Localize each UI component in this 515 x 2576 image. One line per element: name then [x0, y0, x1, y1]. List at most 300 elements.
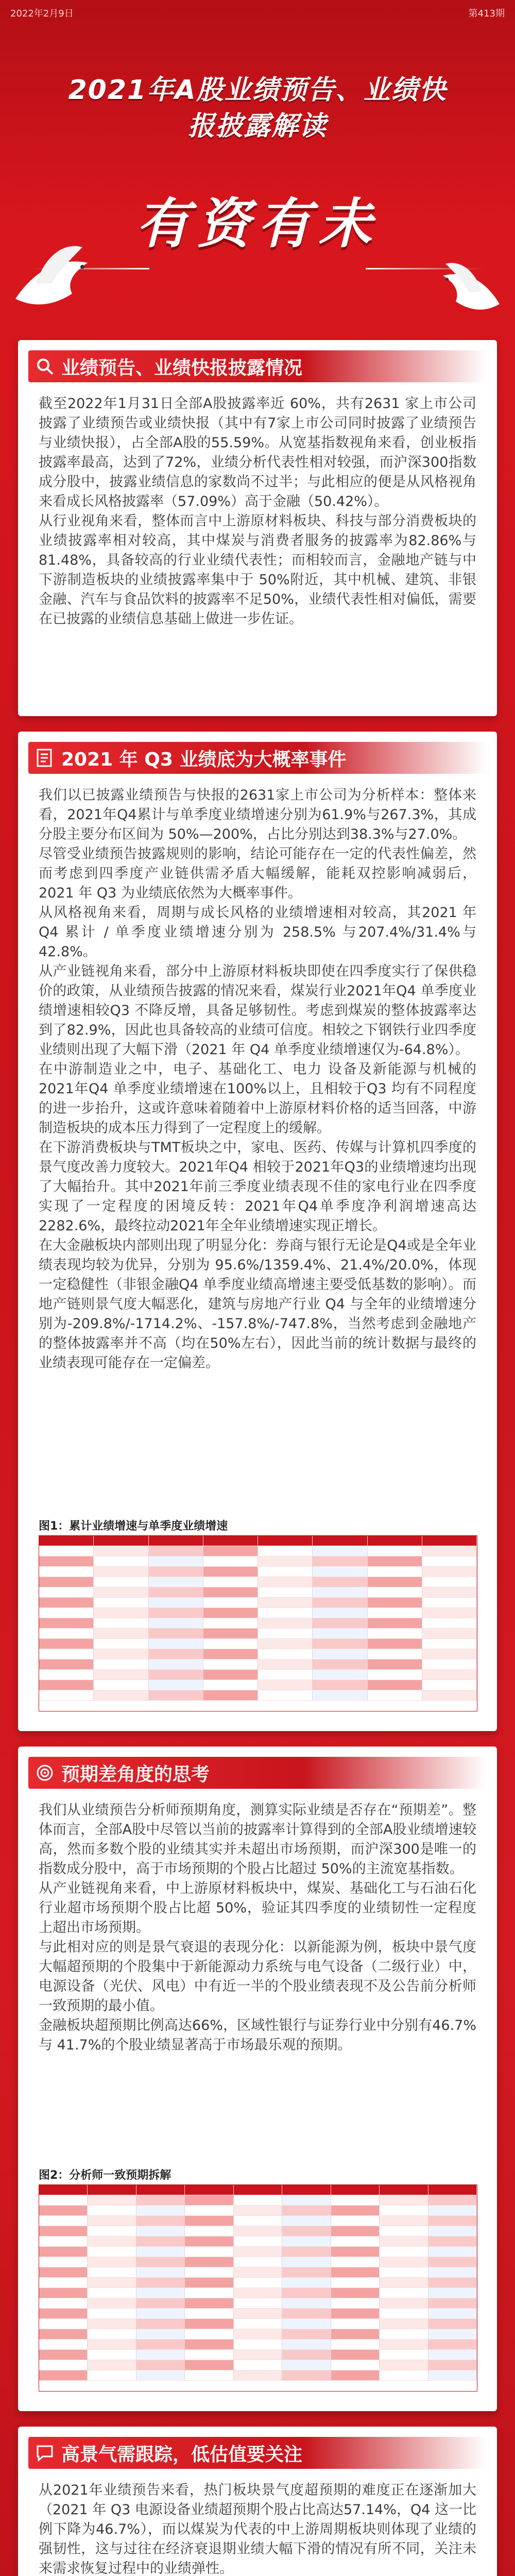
table-cell	[88, 2350, 136, 2360]
table-cell	[428, 2216, 477, 2226]
table-cell	[88, 2267, 136, 2278]
table-cell	[234, 2350, 282, 2360]
table-cell	[380, 2350, 428, 2360]
table-cell	[88, 2247, 136, 2257]
table-cell	[331, 2288, 380, 2298]
table-row	[39, 1639, 477, 1649]
table-cell	[368, 1608, 422, 1618]
table-row	[39, 2370, 477, 2381]
table-cell	[331, 2267, 380, 2278]
table-cell	[331, 2236, 380, 2247]
table-cell	[258, 1587, 313, 1598]
dove-left-icon	[5, 237, 108, 325]
paragraph: 与此相对应的则是景气衰退的表现分化：以新能源为例，板块中景气度大幅超预期的个股集中于新能源动力系统与电气设备（二级行业）中，电源设备（光伏、风电）中有近一半的个股业绩表现不及公告前分析师一致预期的最小值。	[39, 1939, 476, 2014]
table-cell	[88, 2216, 136, 2226]
table-cell	[428, 2257, 477, 2267]
table-cell	[39, 2267, 88, 2278]
table-cell	[368, 1618, 422, 1629]
table-cell	[136, 2309, 185, 2319]
table-cell	[428, 2340, 477, 2350]
table-cell	[282, 2206, 331, 2216]
table-cell	[136, 2236, 185, 2247]
table-cell	[203, 1629, 258, 1639]
table-cell	[368, 1546, 422, 1556]
table-cell	[94, 1659, 148, 1670]
table-cell	[282, 2319, 331, 2329]
table-cell	[368, 1649, 422, 1659]
table-row	[39, 2247, 477, 2257]
table-cell	[368, 1670, 422, 1680]
table-cell	[203, 1680, 258, 1690]
table-cell	[88, 2329, 136, 2340]
table-cell	[282, 2278, 331, 2288]
table-row	[39, 1670, 477, 1680]
table-cell	[422, 1556, 477, 1567]
table-cell	[185, 2216, 233, 2226]
table-cell	[39, 2370, 88, 2381]
table-cell	[39, 1608, 94, 1618]
table-cell	[258, 1629, 313, 1639]
table-cell	[149, 1670, 203, 1680]
table-cell	[282, 2267, 331, 2278]
table-cell	[331, 2226, 380, 2236]
table-cell	[422, 1608, 477, 1618]
table-cell	[428, 2247, 477, 2257]
table-cell	[282, 2216, 331, 2226]
table-cell	[185, 2206, 233, 2216]
table-cell	[185, 2288, 233, 2298]
table-row	[39, 2319, 477, 2329]
table-cell	[185, 2309, 233, 2319]
table-cell	[313, 1649, 367, 1659]
table-cell	[185, 2350, 233, 2360]
section-title: 高景气需跟踪，低估值要关注	[61, 2444, 303, 2465]
table-cell	[88, 2360, 136, 2370]
table-cell	[136, 2360, 185, 2370]
table-cell	[258, 1608, 313, 1618]
table-cell	[94, 1567, 148, 1577]
table-cell	[313, 1690, 367, 1701]
table-cell	[428, 2206, 477, 2216]
table-cell	[422, 1639, 477, 1649]
table-row	[39, 1618, 477, 1629]
table-cell	[94, 1598, 148, 1608]
table-row	[39, 2288, 477, 2298]
section-expectation-gap	[18, 1747, 497, 2411]
table-cell	[282, 2329, 331, 2340]
table-cell	[422, 1618, 477, 1629]
section-body	[39, 786, 476, 1373]
table-cell	[88, 2298, 136, 2309]
table-cell	[234, 2267, 282, 2278]
table-cell	[428, 2319, 477, 2329]
table-cell	[331, 2340, 380, 2350]
table-cell	[258, 1690, 313, 1701]
table-cell	[136, 2247, 185, 2257]
table-cell	[94, 1680, 148, 1690]
table-cell	[185, 2247, 233, 2257]
table-cell	[136, 2298, 185, 2309]
table-cell	[39, 2309, 88, 2319]
section-title: 预期差角度的思考	[61, 1764, 210, 1785]
table-cell	[39, 2360, 88, 2370]
table-cell	[313, 1556, 367, 1567]
table-cell	[149, 1567, 203, 1577]
table-cell	[380, 2267, 428, 2278]
table-cell	[39, 1556, 94, 1567]
table-cell	[39, 2278, 88, 2288]
section-header	[28, 1757, 487, 1789]
table-row	[39, 2350, 477, 2360]
figure-caption: 图1：累计业绩增速与单季度业绩增速	[39, 1520, 228, 1533]
table-cell	[422, 1629, 477, 1639]
table-cell	[368, 1556, 422, 1567]
table-row	[39, 1577, 477, 1587]
table-cell	[282, 2370, 331, 2381]
table-cell	[258, 1659, 313, 1670]
table-cell	[258, 1598, 313, 1608]
table-cell	[234, 2319, 282, 2329]
hero-title	[41, 72, 474, 144]
dove-right-icon	[427, 252, 510, 325]
table-cell	[282, 2309, 331, 2319]
hero-subtitle: 有资有未	[135, 192, 379, 255]
table-cell	[368, 1639, 422, 1649]
table-cell	[282, 2360, 331, 2370]
table-row	[39, 2360, 477, 2370]
section-body	[39, 2481, 476, 2576]
section-high-prosperity	[18, 2427, 497, 2576]
section-title: 2021 年 Q3 业绩底为大概率事件	[61, 749, 347, 770]
table-cell	[331, 2360, 380, 2370]
paragraph: 从风格视角来看，周期与成长风格的业绩增速相对较高，其2021 年 Q4 累计 / 单季度业绩增速分别为 258.5% 与207.4%/31.4%与42.8%。	[39, 905, 476, 960]
table-cell	[380, 2257, 428, 2267]
table-cell	[234, 2360, 282, 2370]
table-cell	[149, 1649, 203, 1659]
table-row	[39, 1546, 477, 1556]
table-cell	[331, 2309, 380, 2319]
table-cell	[39, 2247, 88, 2257]
table-header-row	[39, 2185, 477, 2195]
table-cell	[39, 1629, 94, 1639]
section-body	[39, 394, 476, 629]
table-cell	[203, 1567, 258, 1577]
table-cell	[428, 2309, 477, 2319]
table-cell	[428, 2360, 477, 2370]
paragraph: 我们从业绩预告分析师预期角度，测算实际业绩是否存在“预期差”。整体而言，全部A股中尽管以当前的披露率计算得到的全部A股业绩增速较高，然而多数个股的业绩其实并未超出市场预期，而沪深300是唯一的指数成分股中，高于市场预期的个股占比超过 50%的主流宽基指数。	[39, 1802, 476, 1877]
table-cell	[422, 1587, 477, 1598]
table-cell	[380, 2309, 428, 2319]
table-cell	[234, 2288, 282, 2298]
table-cell	[422, 1680, 477, 1690]
table-cell	[39, 1546, 94, 1556]
table-cell	[39, 2236, 88, 2247]
section-body	[39, 1801, 476, 2055]
table-cell	[368, 1567, 422, 1577]
table-cell	[136, 2350, 185, 2360]
table-cell	[368, 1629, 422, 1639]
paragraph: 在中游制造业之中，电子、基础化工、电力 设备及新能源与机械的2021年Q4 单季度业绩增速在100%以上，且相较于Q3 均有不同程度的进一步抬升，这或许意味着随着中上游原材料价格的适当回落，中游制造板块的成本压力得到了一定程度上的缓解。	[39, 1061, 476, 1136]
table-cell	[185, 2267, 233, 2278]
table-cell	[282, 2247, 331, 2257]
table-cell	[313, 1546, 367, 1556]
table-cell	[136, 2257, 185, 2267]
table-cell	[203, 1659, 258, 1670]
table-cell	[331, 2206, 380, 2216]
table-row	[39, 2309, 477, 2319]
table-row	[39, 2216, 477, 2226]
table-cell	[380, 2340, 428, 2350]
table-cell	[39, 2206, 88, 2216]
table-cell	[331, 2350, 380, 2360]
table-cell	[149, 1587, 203, 1598]
table-cell	[88, 2257, 136, 2267]
table-cell	[368, 1598, 422, 1608]
table-cell	[234, 2236, 282, 2247]
table-cell	[282, 2257, 331, 2267]
table-cell	[88, 2309, 136, 2319]
date-label: 2022年2月9日	[10, 8, 74, 19]
issue-label: 第413期	[468, 8, 505, 19]
table-cell	[136, 2278, 185, 2288]
table-cell	[88, 2206, 136, 2216]
table-cell	[380, 2216, 428, 2226]
table-cell	[380, 2206, 428, 2216]
table-cell	[39, 2257, 88, 2267]
table-cell	[136, 2216, 185, 2226]
table-cell	[39, 2288, 88, 2298]
chat-icon	[33, 2442, 56, 2464]
table-cell	[331, 2329, 380, 2340]
table-cell	[39, 2340, 88, 2350]
table-cell	[185, 2236, 233, 2247]
table-cell	[313, 1618, 367, 1629]
table-cell	[88, 2340, 136, 2350]
table-cell	[380, 2236, 428, 2247]
table-cell	[203, 1649, 258, 1659]
table-cell	[94, 1618, 148, 1629]
table-cell	[185, 2278, 233, 2288]
table-cell	[380, 2360, 428, 2370]
table-cell	[136, 2267, 185, 2278]
table-row	[39, 2267, 477, 2278]
table-cell	[39, 2350, 88, 2360]
table-cell	[185, 2298, 233, 2309]
table-row	[39, 2340, 477, 2350]
paragraph: 从产业链视角来看，部分中上游原材料板块即使在四季度实行了保供稳价的政策，从业绩预告披露的情况来看，煤炭行业2021年Q4 单季度业绩增速相较Q3 不降反增，具备足够韧性。考虑到煤炭的整体披露率达到了82.9%，因此也具备较高的业绩可信度。相较之下钢铁行业四季度业绩则出现了大幅下滑（2021 年 Q4 单季度业绩增速仅为-64.8%）。	[39, 963, 476, 1058]
table-cell	[422, 1577, 477, 1587]
table-cell	[88, 2370, 136, 2381]
table-row	[39, 1598, 477, 1608]
table-cell	[368, 1690, 422, 1701]
table-cell	[185, 2195, 233, 2206]
table-cell	[234, 2309, 282, 2319]
table-cell	[136, 2226, 185, 2236]
table-cell	[428, 2329, 477, 2340]
table-cell	[39, 1587, 94, 1598]
table-cell	[185, 2226, 233, 2236]
table-cell	[136, 2319, 185, 2329]
table-row	[39, 2195, 477, 2206]
paragraph: 从2021年业绩预告来看，热门板块景气度超预期的难度正在逐渐加大（2021 年 Q3 电源设备业绩超预期个股占比高达57.14%，Q4 这一比例下降为46.7%），而以煤炭为代表的中上游周期板块则体现了业绩的强韧性，这与过往在经济衰退期业绩大幅下滑的情况有所不同，关注未来需求恢复过程中的业绩弹性。	[39, 2482, 476, 2576]
table-cell	[94, 1690, 148, 1701]
table-cell	[39, 1639, 94, 1649]
table-cell	[428, 2350, 477, 2360]
target-icon	[33, 1761, 56, 1784]
table-cell	[331, 2216, 380, 2226]
table-cell	[428, 2298, 477, 2309]
table-cell	[203, 1577, 258, 1587]
table-cell	[88, 2319, 136, 2329]
section-disclosure	[18, 340, 497, 716]
table-cell	[149, 1639, 203, 1649]
table-cell	[149, 1629, 203, 1639]
table-cell	[203, 1670, 258, 1680]
paragraph: 尽管受业绩预告披露规则的影响，结论可能存在一定的代表性偏差，然而考虑到四季度产业链供需矛盾大幅缓解，能耗双控影响减弱后，2021 年 Q3 为业绩底依然为大概率事件。	[39, 846, 476, 901]
search-icon	[33, 355, 56, 378]
section-header	[28, 350, 487, 382]
table-row	[39, 2298, 477, 2309]
table-cell	[380, 2226, 428, 2236]
table-cell	[422, 1690, 477, 1701]
table-cell	[313, 1659, 367, 1670]
table-cell	[94, 1556, 148, 1567]
table-cell	[234, 2216, 282, 2226]
table-row	[39, 1608, 477, 1618]
table-cell	[331, 2195, 380, 2206]
table-cell	[94, 1608, 148, 1618]
table-cell	[313, 1598, 367, 1608]
table-cell	[282, 2350, 331, 2360]
table-cell	[282, 2288, 331, 2298]
table-cell	[313, 1670, 367, 1680]
paragraph: 在下游消费板块与TMT板块之中，家电、医药、传媒与计算机四季度的景气度改善力度较大。2021年Q4 相较于2021年Q3的业绩增速均出现了大幅抬升。其中2021年前三季度业绩表现不佳的家电行业在四季度实现了一定程度的困境反转：2021年Q4单季度净利润增速高达2282.6%，最终拉动2021年全年业绩增速实现正增长。	[39, 1140, 476, 1234]
table-cell	[149, 1680, 203, 1690]
table-cell	[313, 1608, 367, 1618]
top-bar	[10, 5, 505, 21]
table-cell	[313, 1680, 367, 1690]
table-cell	[136, 2195, 185, 2206]
table-cell	[94, 1639, 148, 1649]
table-cell	[88, 2288, 136, 2298]
table-cell	[234, 2206, 282, 2216]
table-cell	[136, 2370, 185, 2381]
table-cell	[185, 2319, 233, 2329]
table-cell	[203, 1587, 258, 1598]
table-cell	[380, 2288, 428, 2298]
table-row	[39, 2206, 477, 2216]
table-cell	[380, 2370, 428, 2381]
table-cell	[39, 2298, 88, 2309]
table-cell	[368, 1680, 422, 1690]
table-cell	[149, 1659, 203, 1670]
table-cell	[136, 2329, 185, 2340]
table-cell	[203, 1556, 258, 1567]
table-cell	[331, 2298, 380, 2309]
table-cell	[39, 1577, 94, 1587]
table-cell	[39, 2319, 88, 2329]
table-cell	[149, 1608, 203, 1618]
table-cell	[428, 2288, 477, 2298]
table-cell	[282, 2195, 331, 2206]
section-header	[28, 2437, 487, 2469]
table-cell	[94, 1649, 148, 1659]
table-cell	[234, 2329, 282, 2340]
table-cell	[258, 1618, 313, 1629]
table-cell	[203, 1618, 258, 1629]
table-row	[39, 1690, 477, 1701]
table-cell	[368, 1659, 422, 1670]
table-row	[39, 2278, 477, 2288]
table-cell	[39, 2226, 88, 2236]
table-cell	[39, 1659, 94, 1670]
table-cell	[258, 1546, 313, 1556]
table-cell	[94, 1629, 148, 1639]
table-cell	[368, 1587, 422, 1598]
table-row	[39, 1680, 477, 1690]
table-row	[39, 2236, 477, 2247]
table-cell	[234, 2340, 282, 2350]
table-row	[39, 2329, 477, 2340]
table-cell	[39, 2329, 88, 2340]
table-cell	[258, 1577, 313, 1587]
table-cell	[331, 2278, 380, 2288]
table-cell	[282, 2340, 331, 2350]
table-cell	[313, 1577, 367, 1587]
figure-caption: 图2：分析师一致预期拆解	[39, 2169, 171, 2182]
table-cell	[313, 1639, 367, 1649]
table-cell	[234, 2226, 282, 2236]
table-cell	[282, 2298, 331, 2309]
table-cell	[380, 2278, 428, 2288]
table-cell	[136, 2206, 185, 2216]
table-cell	[39, 1567, 94, 1577]
hero-title-line1: 2021年A股业绩预告、业绩快	[68, 75, 447, 106]
table-cell	[428, 2236, 477, 2247]
table-cell	[149, 1546, 203, 1556]
table-cell	[331, 2319, 380, 2329]
paragraph: 金融板块超预期比例高达66%，区域性银行与证券行业中分别有46.7%与 41.7%的个股业绩显著高于市场最乐观的预期。	[39, 2018, 476, 2053]
table-cell	[234, 2247, 282, 2257]
paragraph: 从行业视角来看，整体而言中上游原材料板块、科技与部分消费板块的业绩披露率相对较高，其中煤炭与消费者服务的披露率为82.86%与81.48%，具备较高的行业业绩代表性；而相较而言，金融地产链与中下游制造板块的业绩披露率集中于 50%附近，其中机械、建筑、非银金融、汽车与食品饮料的披露率不足50%，业绩代表性相对偏低，需要在已披露的业绩信息基础上做进一步佐证。	[39, 513, 476, 627]
table-cell	[428, 2195, 477, 2206]
table-cell	[331, 2370, 380, 2381]
table-row	[39, 1659, 477, 1670]
table-cell	[234, 2370, 282, 2381]
table-cell	[422, 1598, 477, 1608]
table-row	[39, 1649, 477, 1659]
table-cell	[428, 2278, 477, 2288]
table-row	[39, 1629, 477, 1639]
table-cell	[203, 1546, 258, 1556]
table-cell	[380, 2298, 428, 2309]
table-cell	[422, 1567, 477, 1577]
table-row	[39, 1567, 477, 1577]
table-cell	[234, 2278, 282, 2288]
table-cell	[282, 2236, 331, 2247]
table-cell	[39, 2216, 88, 2226]
table-cell	[234, 2298, 282, 2309]
table-cell	[368, 1577, 422, 1587]
table-cell	[428, 2370, 477, 2381]
table-cell	[313, 1629, 367, 1639]
table-cell	[185, 2257, 233, 2267]
table-cell	[234, 2195, 282, 2206]
table-row	[39, 2257, 477, 2267]
table-cell	[203, 1690, 258, 1701]
table-cell	[185, 2360, 233, 2370]
table-cell	[380, 2247, 428, 2257]
